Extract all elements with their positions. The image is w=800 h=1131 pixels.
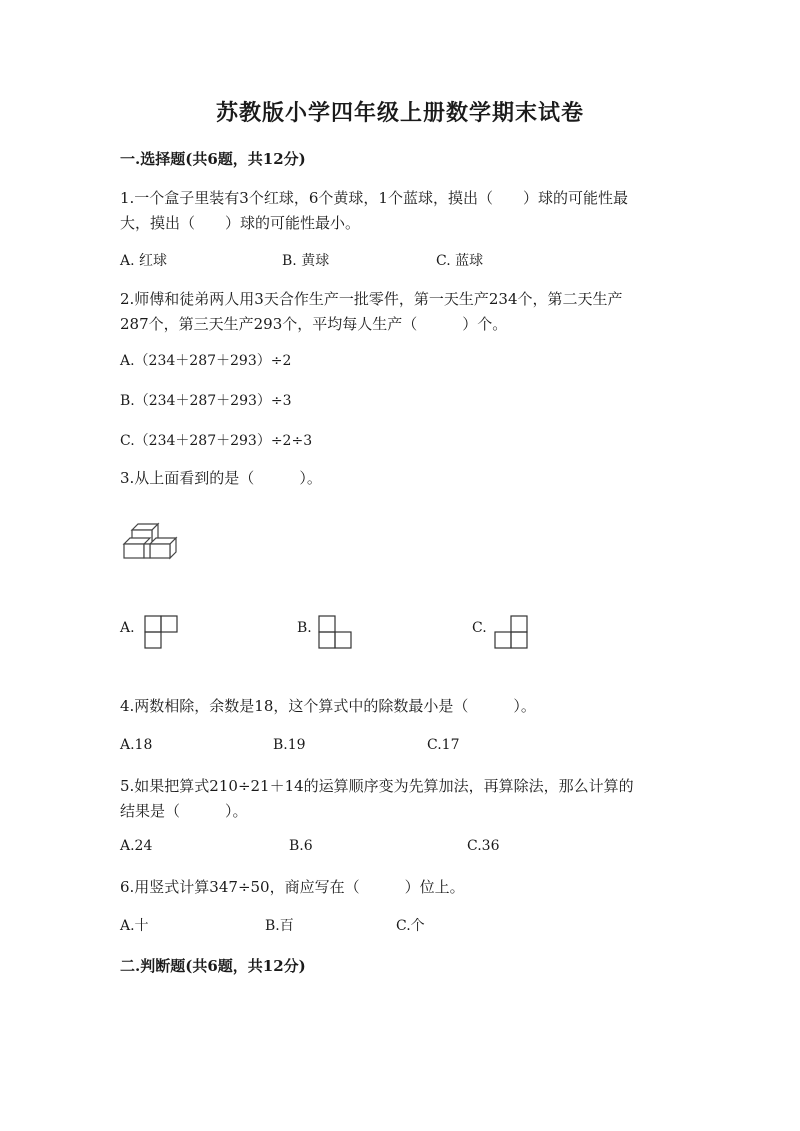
- question-4-line-1: 4.两数相除，余数是18，这个算式中的除数最小是（ ）。: [120, 697, 536, 715]
- question-1-option-c: C. 蓝球: [436, 253, 484, 269]
- question-5-line-2: 结果是（ ）。: [120, 802, 248, 820]
- option-c-grid-figure: [494, 615, 528, 649]
- question-6-option-a: A.十: [120, 918, 149, 934]
- question-6-option-c: C.个: [396, 918, 425, 934]
- question-1-line-1: 1.一个盒子里装有3个红球，6个黄球，1个蓝球，摸出（ ）球的可能性最: [120, 189, 628, 207]
- option-a-grid-figure: [144, 615, 178, 649]
- question-6-option-b: B.百: [265, 918, 294, 934]
- question-3-option-c: C.: [472, 620, 487, 636]
- question-5-option-a: A.24: [120, 838, 153, 854]
- question-1-option-b: B. 黄球: [282, 253, 330, 269]
- question-2-option-c: C.（234＋287＋293）÷2÷3: [120, 433, 313, 449]
- question-5-line-1: 5.如果把算式210÷21＋14的运算顺序变为先算加法，再算除法，那么计算的: [120, 777, 634, 795]
- question-5-option-c: C.36: [467, 838, 500, 854]
- question-5-option-b: B.6: [289, 838, 313, 854]
- question-3-option-a: A.: [120, 620, 135, 636]
- question-6-line-1: 6.用竖式计算347÷50，商应写在（ ）位上。: [120, 878, 465, 896]
- question-3-line-1: 3.从上面看到的是（ ）。: [120, 469, 322, 487]
- question-2-option-a: A.（234＋287＋293）÷2: [120, 353, 292, 369]
- section-heading-choice: 一.选择题(共6题，共12分): [120, 150, 306, 168]
- question-2-line-2: 287个，第三天生产293个，平均每人生产（ ）个。: [120, 315, 508, 333]
- question-2-option-b: B.（234＋287＋293）÷3: [120, 393, 292, 409]
- question-4-option-a: A.18: [120, 737, 153, 753]
- question-3-option-b: B.: [297, 620, 312, 636]
- page-title: 苏教版小学四年级上册数学期末试卷: [215, 100, 584, 126]
- question-4-option-c: C.17: [427, 737, 460, 753]
- question-1-line-2: 大，摸出（ ）球的可能性最小。: [120, 214, 361, 232]
- section-heading-judgement: 二.判断题(共6题，共12分): [120, 957, 306, 975]
- cube-stack-figure: [122, 522, 182, 568]
- question-1-option-a: A. 红球: [120, 253, 168, 269]
- question-2-line-1: 2.师傅和徒弟两人用3天合作生产一批零件，第一天生产234个，第二天生产: [120, 290, 623, 308]
- option-b-grid-figure: [318, 615, 352, 649]
- question-4-option-b: B.19: [273, 737, 306, 753]
